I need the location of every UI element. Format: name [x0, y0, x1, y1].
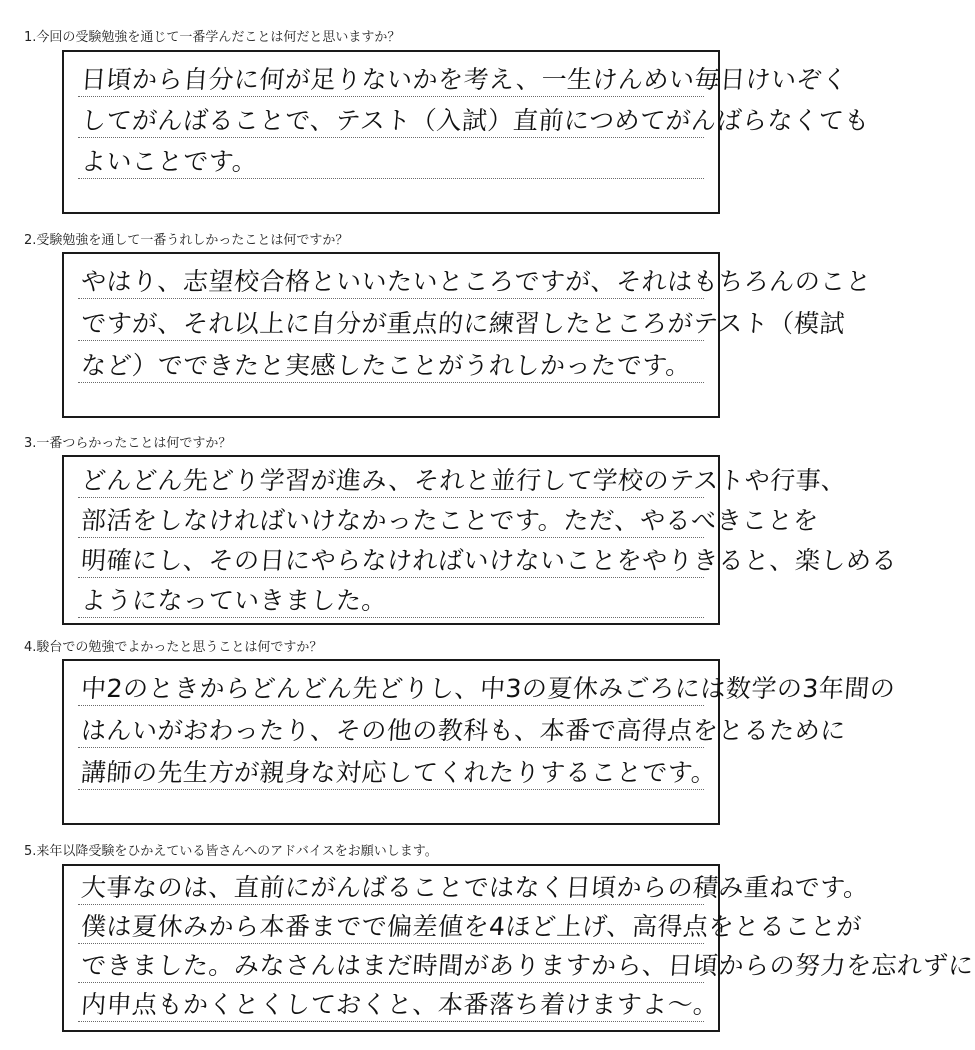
answer-3-line-3: 明確にし、その日にやらなければいけないことをやりきると、楽しめる: [80, 546, 899, 575]
ruled-line: [78, 789, 704, 790]
question-4-label: 4.駿台での勉強でよかったと思うことは何ですか？: [24, 640, 323, 655]
ruled-line: [78, 1021, 704, 1022]
answer-1-line-2: してがんばることで、テスト（入試）直前につめてがんばらなくても: [80, 106, 871, 135]
ruled-line: [78, 577, 704, 578]
answer-2-line-1: やはり、志望校合格といいたいところですが、それはもちろんのこと: [80, 267, 873, 296]
ruled-line: [78, 382, 704, 383]
answer-box-5: [62, 864, 975, 1032]
answer-2-line-3: など）でできたと実感したことがうれしかったです。: [80, 351, 693, 380]
answer-5-line-1: 大事なのは、直前にがんばることではなく日頃からの積み重ねです。: [80, 873, 871, 902]
answer-4-line-1: 中2のときからどんどん先どりし、中3の夏休みごろには数学の3年間の: [80, 674, 897, 703]
ruled-line: [78, 904, 704, 905]
answer-5-line-3: できました。みなさんはまだ時間がありますから、日頃からの努力を忘れずに: [80, 951, 975, 980]
ruled-line: [78, 340, 704, 341]
answer-1-line-1: 日頃から自分に何が足りないかを考え、一生けんめい毎日けいぞく: [80, 65, 849, 94]
ruled-line: [78, 982, 704, 983]
answer-box-4: [62, 659, 897, 825]
answer-1-line-3: よいことです。: [80, 147, 259, 176]
question-1-label: 1.今回の受験勉強を通じて一番学んだことは何だと思いますか？: [24, 30, 401, 45]
ruled-line: [78, 137, 704, 138]
question-5-label: 5.来年以降受験をひかえている皆さんへのアドバイスをお願いします。: [24, 844, 438, 859]
answer-box-3: [62, 455, 899, 625]
ruled-line: [78, 178, 704, 179]
answer-2-line-2: ですが、それ以上に自分が重点的に練習したところがテスト（模試: [80, 309, 847, 338]
answer-box-1: [62, 50, 871, 214]
answer-box-2: [62, 252, 873, 418]
answer-3-line-2: 部活をしなければいけなかったことです。ただ、やるべきことを: [80, 506, 820, 535]
question-3-label: 3.一番つらかったことは何ですか？: [24, 436, 232, 451]
answer-4-line-3: 講師の先生方が親身な対応してくれたりすることです。: [80, 758, 718, 787]
answer-4-line-2: はんいがおわったり、その他の教科も、本番で高得点をとるために: [80, 716, 847, 745]
ruled-line: [78, 497, 704, 498]
answer-5-line-4: 内申点もかくとくしておくと、本番落ち着けますよ～。: [80, 990, 720, 1019]
ruled-line: [78, 747, 704, 748]
question-2-label: 2.受験勉強を通して一番うれしかったことは何ですか？: [24, 233, 349, 248]
ruled-line: [78, 943, 704, 944]
ruled-line: [78, 298, 704, 299]
ruled-line: [78, 96, 704, 97]
ruled-line: [78, 617, 704, 618]
answer-3-line-1: どんどん先どり学習が進み、それと並行して学校のテストや行事、: [80, 466, 848, 495]
ruled-line: [78, 705, 704, 706]
answer-5-line-2: 僕は夏休みから本番までで偏差値を4ほど上げ、高得点をとることが: [80, 912, 863, 941]
ruled-line: [78, 537, 704, 538]
answer-3-line-4: ようになっていきました。: [80, 586, 389, 615]
